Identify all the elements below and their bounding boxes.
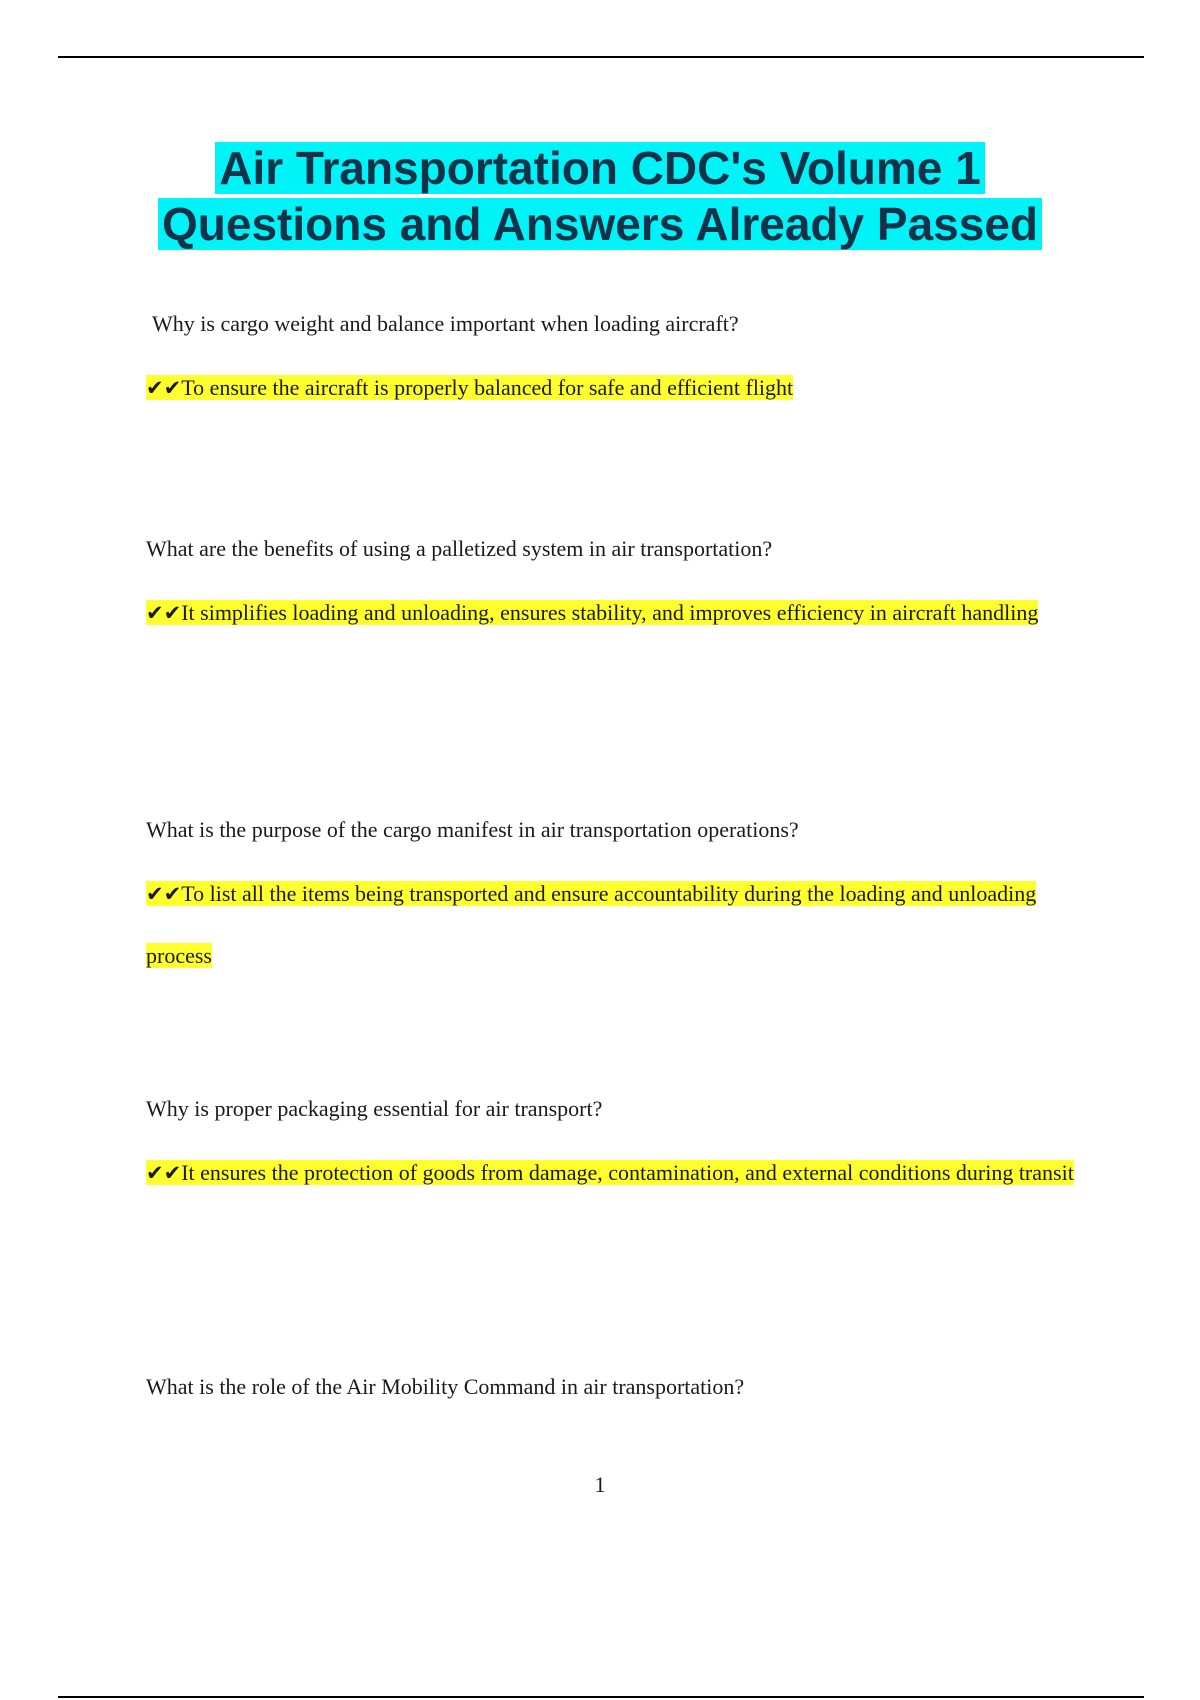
answer-highlight: [146, 600, 1038, 625]
document-title: [0, 140, 1200, 252]
qa-item-2: [146, 534, 1076, 625]
question-4: Why is proper packaging essential for air transport?: [146, 1096, 603, 1121]
answer-text: It simplifies loading and unloading, ensures stability, and improves efficiency in aircraft handling: [181, 600, 1039, 625]
answer-text: It ensures the protection of goods from damage, contamination, and external conditions during transit: [181, 1160, 1074, 1185]
qa-item-1: [146, 309, 1076, 400]
page-number: 1: [594, 1472, 606, 1497]
question-5: What is the role of the Air Mobility Command in air transportation?: [146, 1374, 745, 1399]
answer-1: [146, 357, 1076, 419]
answer-highlight: [146, 1160, 1074, 1185]
answer-highlight: [146, 375, 793, 400]
qa-item-5: [146, 1372, 1076, 1402]
double-check-icon: ✔✔: [146, 882, 182, 906]
double-check-icon: ✔✔: [146, 1161, 182, 1185]
answer-2: [146, 582, 1076, 644]
answer-text: To ensure the aircraft is properly balanced for safe and efficient flight: [181, 375, 794, 400]
double-check-icon: ✔✔: [146, 601, 182, 625]
question-2: What are the benefits of using a palletized system in air transportation?: [146, 536, 773, 561]
qa-item-4: [146, 1094, 1076, 1185]
footer-rule: [58, 1696, 1144, 1698]
answer-highlight: [146, 881, 1036, 968]
answer-text: To list all the items being transported and ensure accountability during the loading and unloading process: [146, 881, 1037, 968]
answer-4: [146, 1142, 1076, 1204]
double-check-icon: ✔✔: [146, 376, 182, 400]
title-line-2: Questions and Answers Already Passed: [158, 198, 1042, 250]
qa-item-3: [146, 815, 1076, 968]
question-3: What is the purpose of the cargo manifest in air transportation operations?: [146, 817, 799, 842]
answer-3: [146, 863, 1076, 986]
title-line-1: Air Transportation CDC's Volume 1: [215, 142, 985, 194]
header-rule: [58, 56, 1144, 58]
question-1: Why is cargo weight and balance important when loading aircraft?: [152, 311, 739, 336]
